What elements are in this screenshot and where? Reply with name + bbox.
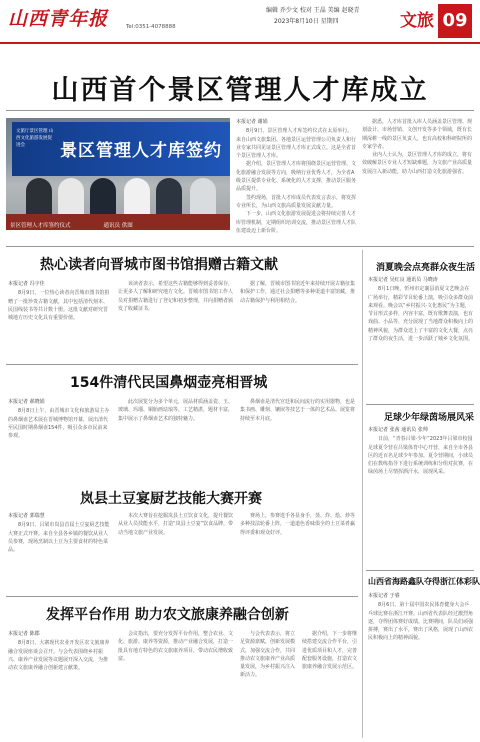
sidebar-article	[368, 592, 474, 740]
paragraph: 会议指出，要充分发挥平台作用，整合农业、文化、旅游、康养等资源，推动产业融合发展，打造一批具有地方特色的农文旅康养项目，带动农民增收致富。	[118, 631, 234, 662]
paragraph: 该读者表示，希望这些古籍能够得到妥善保存，让更多人了解和研究地方文化。晋城市图书馆工作人员对捐赠古籍进行了登记和初步整理，并向捐赠者颁发了收藏证书。	[118, 281, 234, 312]
editor-line: 编辑 乔少文 校对 王晶 美编 赵晓青	[266, 7, 360, 14]
byline: 本报记者 郝晓娟	[8, 399, 45, 405]
lead-headline: 山西首个景区管理人才库成立	[51, 75, 429, 106]
article-headline: 发挥平台作用 助力农文旅康养融合创新	[46, 607, 289, 623]
paragraph: 8月6日，第十届中国农民体育健身大会乒乓球比赛在浙江开赛。山西省代表队经过激烈角逐，夺得团体赛好成绩。比赛期间，队员们顽强拼搏，赛出了水平，赛出了风格，展现了山西农民积极向上的精神面貌。	[368, 602, 474, 642]
newspaper-logo: 山西青年报	[8, 8, 109, 30]
contact-tel: Tel:0351-4078888	[126, 24, 176, 30]
banner-side-text: 文旅厅景区管理 山西文化旅游发展促进会	[16, 129, 54, 148]
paragraph: 鼻烟壶是清代宫廷和民间流行的实用器物，也是集书画、雕刻、镶嵌等技艺于一体的艺术品。展览将持续至本月底。	[240, 399, 356, 422]
paragraph: 据了解，晋城市图书馆近年来持续开展古籍征集和保护工作，通过社会捐赠等多种渠道丰富馆藏，推动古籍保护与利用相结合。	[240, 281, 356, 304]
lead-article-col2	[362, 118, 474, 242]
byline: 本报记者 张茜 通讯员 张帅	[368, 427, 428, 433]
divider	[6, 364, 358, 365]
byline: 本报记者 冯宇佳	[8, 281, 45, 287]
article-col	[240, 512, 356, 592]
article-col	[302, 630, 358, 740]
article-col	[8, 398, 112, 480]
paragraph: 此次展览分为多个单元，展品材质涵盖瓷、玉、玻璃、玛瑙、铜胎画珐琅等，工艺精湛，题材丰富，集中展示了鼻烟壶艺术的独特魅力。	[118, 399, 234, 422]
divider	[366, 404, 474, 405]
article-col	[240, 398, 356, 480]
paragraph: 据介绍，下一步将继续搭建交流合作平台，引进优质项目和人才，完善配套服务设施，打造农文旅康养融合发展示范区。	[302, 631, 358, 671]
paragraph: 业内人士认为，景区管理人才库的成立，将有效破解景区专业人才短缺难题，为文旅产业高质量发展注入新动能，助力山西打造文化旅游强省。	[362, 152, 473, 175]
sidebar-article	[368, 426, 474, 568]
byline: 本报记者 谢娟	[236, 119, 268, 125]
paragraph: 8月9日，景区管理人才库签约仪式在太原举行。来自山西文旅集团、各地景区运营管理公司负责人和行业专家共同见证景区管理人才库正式成立。这是全省首个景区管理人才库。	[236, 128, 356, 160]
paragraph: 据介绍，景区管理人才库将围绕景区运营管理、文化旅游融合发展等方向，吸纳行业优秀人才，为全省A级景区提供专业化、系统化的人才支撑，推动景区服务品质提升。	[236, 161, 356, 193]
paragraph: 下一步，山西文化旅游发展促进会将持续完善人才库管理机制，定期组织培训交流，推动景区管理人才队伍建设迈上新台阶。	[236, 211, 356, 234]
sidebar-article	[368, 276, 474, 406]
article-col	[8, 280, 112, 360]
paragraph: 签约现场，首批人才库成员代表发言表示，将发挥专业所长，为山西文旅高质量发展贡献力量。	[236, 194, 356, 209]
paragraph: 8月9日，吕梁市岚县首届土豆宴厨艺技能大赛正式开赛。来自全县各乡镇的餐饮从业人员参赛，现场烹制以土豆为主要食材的特色菜品。	[8, 522, 110, 554]
article-col	[118, 512, 234, 592]
article-headline: 热心读者向晋城市图书馆捐赠古籍文献	[40, 257, 278, 273]
article-col	[118, 398, 234, 480]
masthead-rule	[0, 42, 480, 44]
paragraph: 日前，“青春吕梁·少年”2023年吕梁市校园足球夏令营在吕梁体育中心开营，来自全市各县区的近百名足球少年参加。夏令营期间，小球员们在教练指导下进行系统训练和分组对抗赛，在绿茵场上尽情挥洒汗水，展现风采。	[368, 436, 474, 476]
sidebar-headline: 山西省海路鑫队夺得浙江体彩队	[368, 577, 480, 586]
paragraph: 8月1日晚，忻州市定襄县消夏文艺晚会在广场举行，精彩节目轮番上演，吸引众多群众前来观看。晚会以“乡村振兴·文化惠民”为主题，节目形式多样，内容丰富，既有歌舞表演，也有戏曲、小品等，充分展现了当地群众积极向上的精神风貌，为群众送上了丰富的文化大餐，点亮了群众的夜生活，进一步活跃了城乡文化氛围。	[368, 286, 474, 343]
paragraph: 本次大赛旨在挖掘岚县土豆饮食文化，提升餐饮从业人员技能水平，打造“岚县土豆宴”饮食品牌，带动当地文旅产业发展。	[118, 513, 234, 536]
column-rule	[362, 250, 363, 738]
issue-date: 2023年8月10日 星期四	[274, 18, 339, 25]
divider	[6, 596, 358, 597]
lead-photo	[6, 118, 230, 230]
event-banner	[12, 122, 230, 176]
divider	[6, 110, 474, 111]
paragraph: 据悉，人才库首批入库人员涵盖景区管理、规划设计、市场营销、文创开发等多个领域，既有长期深耕一线的景区负责人，也有高校和科研院所的专家学者。	[362, 119, 473, 150]
divider	[366, 570, 474, 571]
byline: 本报记者 于睿	[368, 593, 400, 599]
article-col	[240, 280, 356, 360]
paragraph: 8月9日，一位热心读者向晋城市图书馆捐赠了一批珍贵古籍文献，其中包括清代刻本、民国线装书等共计数十册。这批文献对研究晋城地方历史文化具有重要价值。	[8, 290, 110, 322]
byline: 本报记者 陈郡	[8, 631, 40, 637]
article-headline: 154件清代民国鼻烟壶亮相晋城	[70, 375, 268, 391]
paragraph: 与会代表表示，将立足资源禀赋，创新发展模式，加强交流合作，共同推动农文旅康养产业高质量发展，为乡村振兴注入新活力。	[240, 631, 296, 679]
paragraph: 8月8日，大寨现代农业开发区农文旅康养融合发展座谈会召开。与会代表围绕乡村振兴、康养产业发展等议题展开深入交流，为推动农文旅康养融合创新建言献策。	[8, 640, 110, 672]
masthead	[0, 0, 480, 42]
page-number: 09	[438, 4, 472, 38]
article-headline: 岚县土豆宴厨艺技能大赛开赛	[80, 491, 262, 507]
banner-title: 景区管理人才库签约	[60, 141, 222, 161]
paragraph: 8月8日上午，由晋城市文化和旅游局主办的鼻烟壶艺术展在晋城博物馆开幕，展出清代至民国时期鼻烟壶154件，吸引众多市民前来参观。	[8, 408, 110, 440]
section-name: 文旅	[400, 11, 434, 31]
article-col	[8, 512, 112, 592]
article-col	[118, 630, 234, 740]
photo-caption: 景区管理人才库签约仪式 通讯员 供图	[10, 223, 133, 229]
divider	[6, 246, 474, 247]
lead-article-col1	[236, 118, 356, 242]
byline: 本报记者 吴红良 通讯员 马晓涛	[368, 277, 438, 283]
sidebar-headline: 足球少年绿茵场展风采	[384, 413, 475, 423]
sidebar-headline: 消夏晚会点亮群众夜生活	[376, 263, 476, 273]
byline: 本报记者 郭瑞慧	[8, 513, 45, 519]
paragraph: 赛场上，参赛选手各显身手，蒸、炸、烩、炒等多种技法轮番上阵，一道道色香味俱全的土豆菜肴赢得评委和观众好评。	[240, 513, 356, 536]
article-col	[8, 630, 112, 740]
article-col	[240, 630, 298, 740]
article-col	[118, 280, 234, 360]
